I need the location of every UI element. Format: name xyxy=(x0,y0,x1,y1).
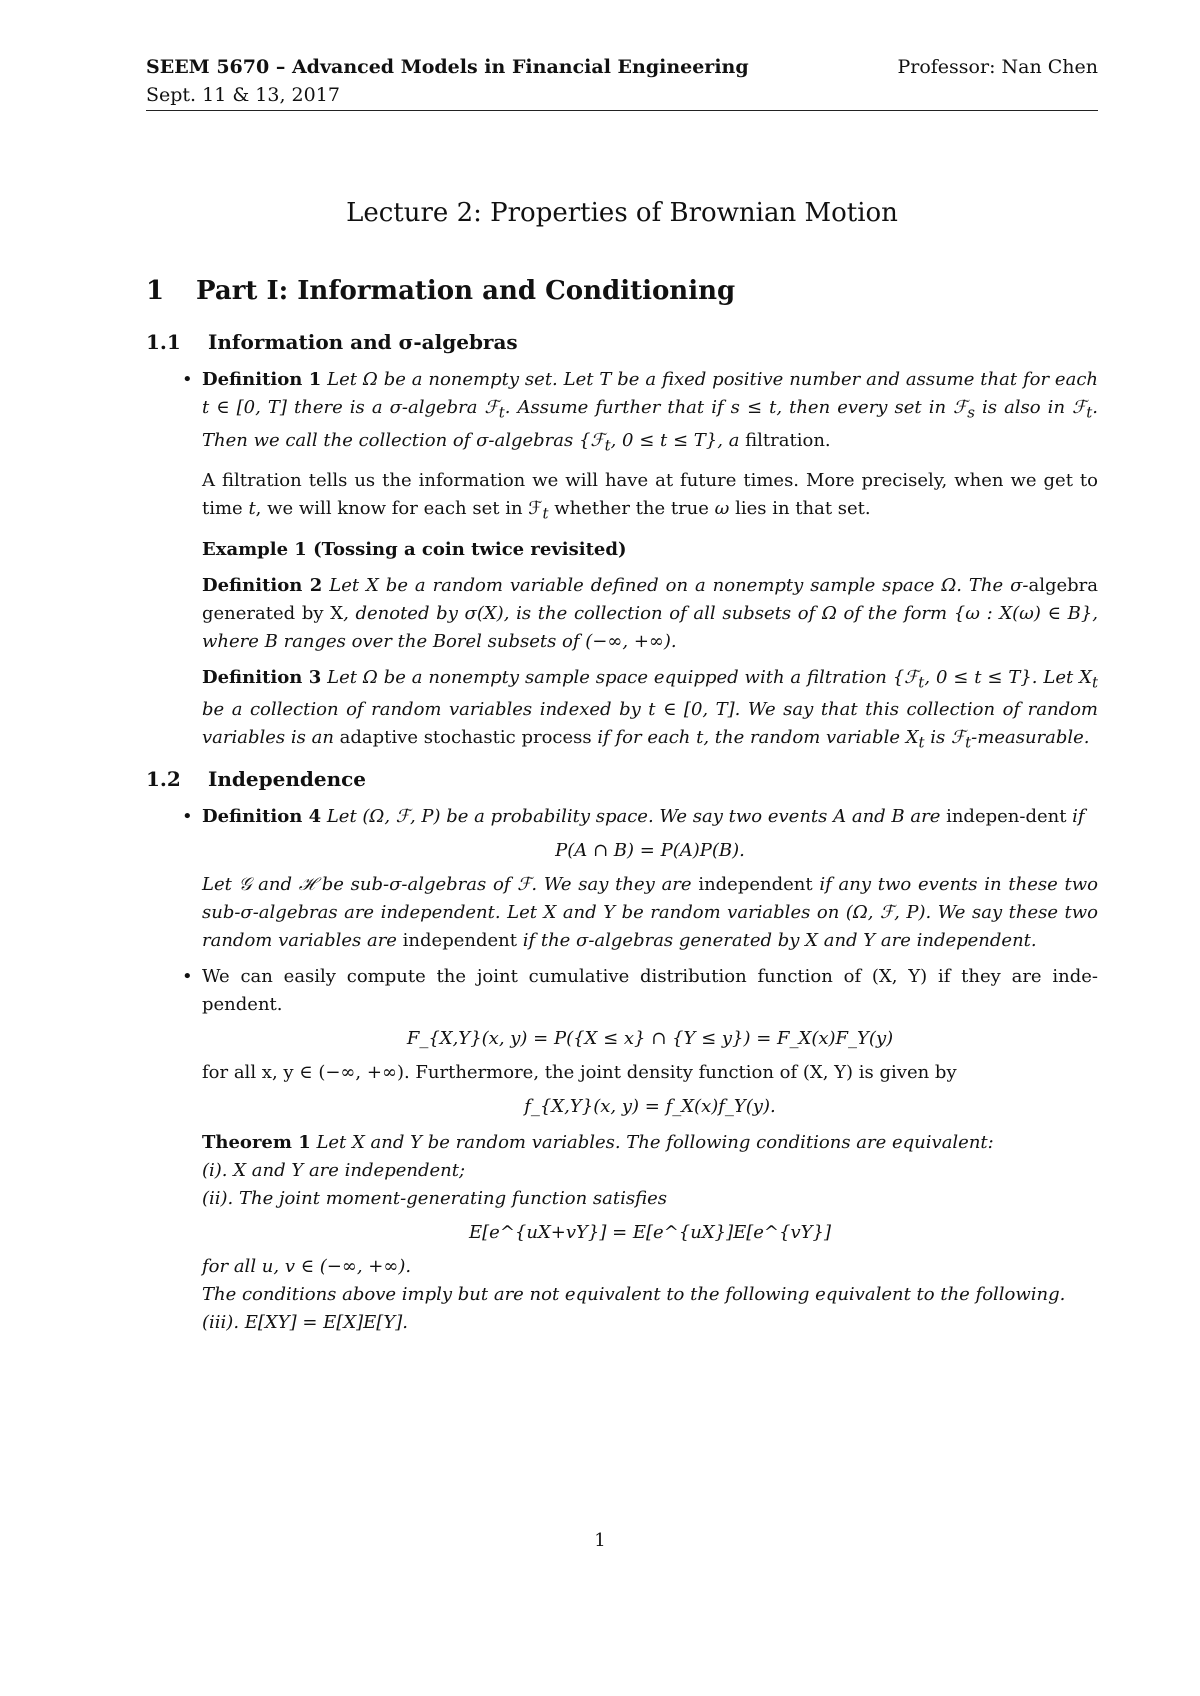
subscript: t xyxy=(965,733,972,752)
theorem-1 xyxy=(146,1129,1098,1337)
definition-text: . Then we call the collection of σ-algebras {ℱ xyxy=(202,397,1099,451)
subscript: t xyxy=(918,733,925,752)
lecture-date: Sept. 11 & 13, 2017 xyxy=(146,84,340,106)
definition-text: Let Ω be a nonempty set. Let T be a fixed positive number and assume that for each t ∈ [0, T] there is a σ-algebra ℱ xyxy=(202,369,1098,418)
definition-text: , 0 ≤ t ≤ T}. Let X xyxy=(924,666,1092,688)
definition-text: . xyxy=(824,429,831,451)
section-heading xyxy=(146,274,1098,308)
page-number: 1 xyxy=(594,1530,606,1551)
theorem-text: Let X and Y be random variables. The following conditions are equivalent: xyxy=(316,1131,994,1153)
filtration-note xyxy=(146,467,1098,528)
definition-3 xyxy=(146,664,1098,757)
document-title: Lecture 2: Properties of Brownian Motion xyxy=(346,198,898,228)
theorem-text: (i). X and Y are independent; xyxy=(202,1159,466,1181)
subscript: t xyxy=(542,504,549,523)
theorem-text: (iii). E[XY] = E[X]E[Y]. xyxy=(202,1311,408,1333)
bullet-icon: • xyxy=(182,965,193,987)
section-number: 1 xyxy=(146,276,165,306)
definition-text: is also in ℱ xyxy=(974,397,1087,418)
subsection-title: Information and σ-algebras xyxy=(208,330,518,354)
definition-text: , 0 ≤ t ≤ T}, a xyxy=(610,429,746,451)
subsection-heading xyxy=(146,328,1098,356)
note-text: whether the true xyxy=(548,498,715,520)
subsection-number: 1.2 xyxy=(146,766,181,791)
definition-text: if for each t, the random variable X xyxy=(591,727,919,749)
note-text: A filtration tells us the information we will have at future times. More precisely, when we get to time xyxy=(202,470,1098,520)
definition-text: Let X be a random variable defined on a nonempty sample space Ω. The σ- xyxy=(329,574,1029,596)
definition-text: . Assume further that if s ≤ t, then every set in ℱ xyxy=(504,397,968,418)
definition-label: Definition 2 xyxy=(202,574,323,596)
definition-2 xyxy=(146,572,1098,656)
theorem-label: Theorem 1 xyxy=(202,1131,311,1153)
body-text: We can easily compute the joint cumulative distribution function of (X, Y) if they are inde-pendent. xyxy=(202,965,1098,1015)
definition-text: -measurable. xyxy=(971,727,1090,749)
note-text: , we will know for each set in ℱ xyxy=(255,498,543,520)
definition-text: , denoted by σ(X), is the collection of all subsets of Ω of the form {ω : X(ω) ∈ B}, where B ranges over the Borel subsets of (−∞, +∞). xyxy=(202,602,1098,652)
section-title: Part I: Information and Conditioning xyxy=(196,276,736,306)
subscript: s xyxy=(967,403,975,422)
header-rule xyxy=(146,110,1098,111)
note-math: t xyxy=(248,498,256,520)
subscript: t xyxy=(1086,403,1093,422)
equation: F_{X,Y}(x, y) = P({X ≤ x} ∩ {Y ≤ y}) = F_X(x)F_Y(y) xyxy=(406,1027,894,1049)
course-title: SEEM 5670 – Advanced Models in Financial Engineering xyxy=(146,56,749,78)
defined-term: independent xyxy=(402,929,517,951)
professor-name: Professor: Nan Chen xyxy=(897,56,1098,78)
bullet-icon: • xyxy=(182,369,193,390)
equation: E[e^{uX+vY}] = E[e^{uX}]E[e^{vY}] xyxy=(469,1221,831,1243)
definition-text: Let 𝒢 and ℋ be sub-σ-algebras of ℱ. We say they are xyxy=(202,873,699,895)
definition-text: if xyxy=(1066,805,1085,827)
definition-text: Let Ω be a nonempty sample space equipped with a filtration {ℱ xyxy=(327,666,919,688)
defined-term: algebra generated by X xyxy=(202,574,1098,624)
subscript: t xyxy=(498,403,505,422)
definition-text: if the σ-algebras generated by X and Y are independent. xyxy=(516,929,1037,951)
equation: P(A ∩ B) = P(A)P(B). xyxy=(555,839,745,861)
definition-label: Definition 3 xyxy=(202,666,322,688)
subsection-heading xyxy=(146,765,1098,793)
theorem-text: for all u, v ∈ (−∞, +∞). xyxy=(202,1255,412,1277)
definition-label: Definition 1 xyxy=(202,369,322,390)
definition-text: is ℱ xyxy=(924,727,966,749)
defined-term: filtration xyxy=(745,429,825,451)
bullet-icon: • xyxy=(182,805,193,827)
definition-text: if any two events in these two sub-σ-algebras are independent. Let X and Y be random variables on (Ω, ℱ, P). We say these two random variables are xyxy=(202,873,1098,951)
joint-distribution-item xyxy=(146,963,1098,1121)
definition-text: Let (Ω, ℱ, P) be a probability space. We say two events A and B are xyxy=(326,805,947,827)
defined-term: indepen-dent xyxy=(946,805,1067,827)
theorem-text: The conditions above imply but are not equivalent to the following equivalent to the following. xyxy=(202,1283,1066,1305)
subscript: t xyxy=(604,436,611,455)
note-text: lies in that set. xyxy=(729,498,871,520)
body-text: for all x, y ∈ (−∞, +∞). Furthermore, the joint density function of (X, Y) is given by xyxy=(202,1061,957,1083)
note-math: ω xyxy=(714,498,730,520)
subscript: t xyxy=(918,673,925,692)
example-1: Example 1 (Tossing a coin twice revisited) xyxy=(202,538,627,560)
equation: f_{X,Y}(x, y) = f_X(x)f_Y(y). xyxy=(524,1095,776,1117)
page-body xyxy=(146,196,1098,1345)
definition-4 xyxy=(146,803,1098,955)
defined-term: independent xyxy=(698,873,813,895)
subscript: t xyxy=(1091,673,1098,692)
subsection-number: 1.1 xyxy=(146,330,181,354)
theorem-text: (ii). The joint moment-generating function satisfies xyxy=(202,1187,667,1209)
defined-term: adaptive stochastic process xyxy=(339,727,592,749)
definition-text: be a collection of random variables indexed by t ∈ [0, T]. We say that this collection of random variables is an xyxy=(202,699,1098,749)
definition-1 xyxy=(146,366,1098,459)
subsection-title: Independence xyxy=(208,766,367,791)
definition-label: Definition 4 xyxy=(202,805,322,827)
